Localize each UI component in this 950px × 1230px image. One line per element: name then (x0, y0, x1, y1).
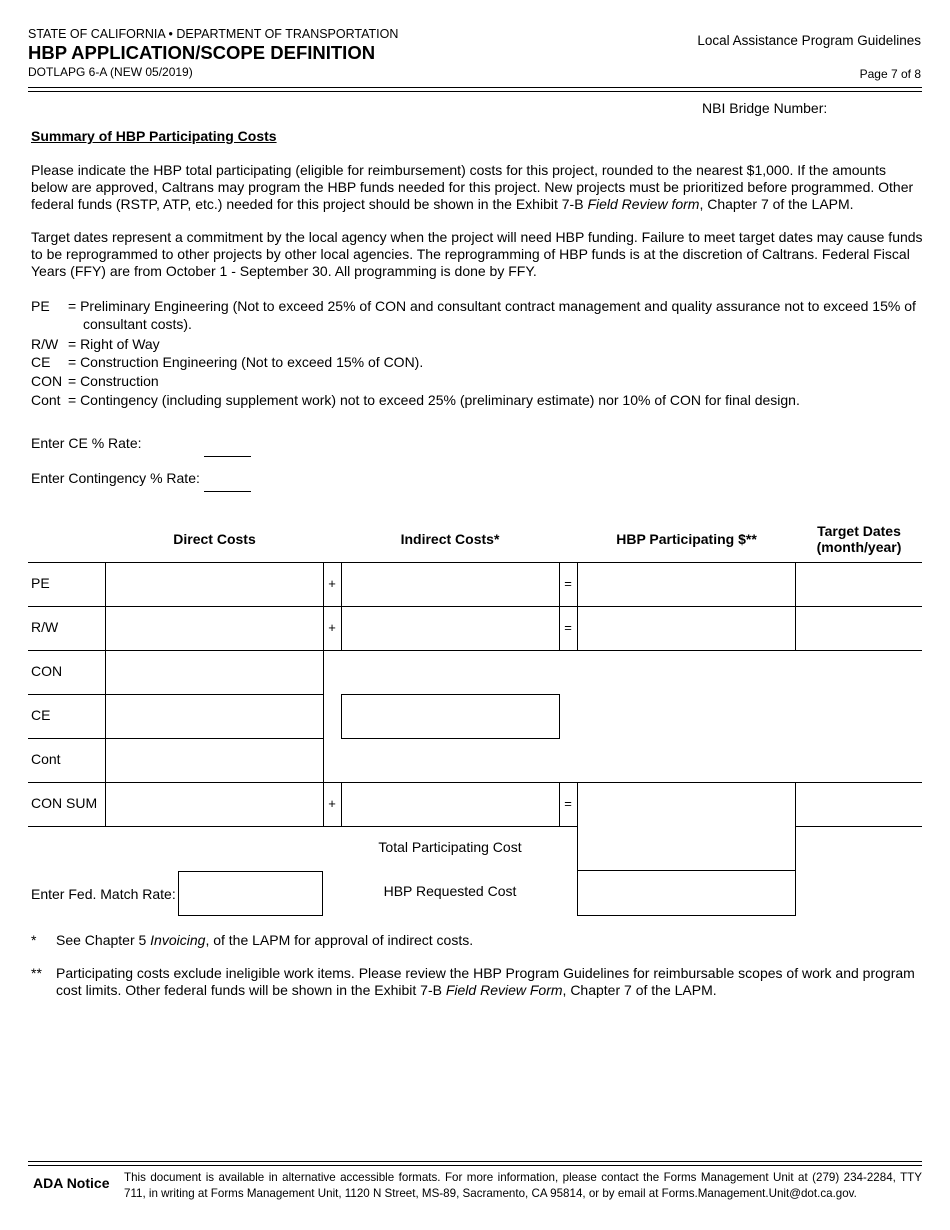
footnote-2: Participating costs exclude ineligible work items. Please review the HBP Program Guidelines for reimbursable scopes of work and program cost limits. Other federal funds will be shown in the Exhibit 7-B Field Review Form, Chapter 7 of the LAPM. (56, 965, 915, 998)
hbp-requested-label: HBP Requested Cost (383, 883, 517, 899)
row-label-pe: PE (31, 575, 50, 591)
ce-rate-underline (204, 456, 251, 457)
ada-notice-title: ADA Notice (33, 1175, 110, 1191)
col-hbp-participating: HBP Participating $** (616, 531, 757, 547)
definition-cont: Cont = Contingency (including supplement work) not to exceed 25% (preliminary estimate) nor 10% of CON for final design. (31, 392, 800, 408)
pe-hbp-input[interactable] (578, 563, 795, 606)
footnote-2-mark: ** (31, 965, 42, 981)
fed-match-rate-label: Enter Fed. Match Rate: (31, 886, 176, 902)
col-direct-costs: Direct Costs (173, 531, 256, 547)
plus-sign: + (328, 576, 336, 591)
header-rule-top (28, 87, 922, 88)
form-title: HBP APPLICATION/SCOPE DEFINITION (28, 42, 376, 63)
con-sum-target-date-input[interactable] (796, 783, 922, 826)
equals-sign: = (564, 576, 572, 591)
total-participating-input[interactable] (577, 826, 796, 871)
page-number: Page 7 of 8 (859, 67, 921, 81)
rw-target-date-input[interactable] (796, 607, 922, 650)
total-participating-label: Total Participating Cost (378, 839, 522, 855)
rw-direct-input[interactable] (106, 607, 323, 650)
rw-indirect-input[interactable] (342, 607, 559, 650)
plus-sign: + (328, 796, 336, 811)
equals-sign: = (564, 796, 572, 811)
row-label-ce: CE (31, 707, 51, 723)
ce-rate-label: Enter CE % Rate: (31, 435, 142, 451)
pe-direct-input[interactable] (106, 563, 323, 606)
footnote-1-mark: * (31, 932, 37, 948)
guidelines-title: Local Assistance Program Guidelines (697, 33, 921, 48)
footer-rule-bottom (28, 1165, 922, 1166)
contingency-rate-underline (204, 491, 251, 492)
form-number: DOTLAPG 6-A (NEW 05/2019) (28, 65, 193, 79)
row-label-con: CON (31, 663, 63, 679)
header-rule-bottom (28, 91, 922, 92)
intro-paragraph-1: Please indicate the HBP total participating (eligible for reimbursement) costs for this project, rounded to the nearest $1,000. If the amounts below are approved, Caltrans may program the HBP funds needed for this project. New projects must be prioritized before programmed. Other federal funds (RSTP, ATP, etc.) needed for this project should be shown in the Exhibit 7-B Field Review form, Chapter 7 of the LAPM. (31, 162, 914, 212)
hbp-requested-input[interactable] (577, 870, 796, 916)
definition-con: CON = Construction (31, 373, 159, 389)
plus-sign: + (328, 620, 336, 635)
agency-line: STATE OF CALIFORNIA • DEPARTMENT OF TRANSPORTATION (28, 27, 399, 41)
col-indirect-costs: Indirect Costs* (400, 531, 500, 547)
row-label-rw: R/W (31, 619, 59, 635)
row-label-cont: Cont (31, 751, 61, 767)
cont-direct-input[interactable] (106, 739, 323, 782)
con-sum-indirect-input[interactable] (342, 783, 559, 826)
pe-indirect-input[interactable] (342, 563, 559, 606)
definition-rw: R/W = Right of Way (31, 336, 160, 352)
con-sum-hbp-input[interactable] (578, 783, 795, 826)
equals-sign: = (564, 620, 572, 635)
section-title: Summary of HBP Participating Costs (31, 128, 277, 144)
definition-ce: CE = Construction Engineering (Not to exceed 15% of CON). (31, 354, 424, 370)
nbi-bridge-label: NBI Bridge Number: (702, 100, 828, 116)
intro-paragraph-2: Target dates represent a commitment by the local agency when the project will need HBP funding. Failure to meet target dates may cause funds to be reprogrammed to other projects by other local agencies. The reprogramming of HBP funds is at the discretion of Caltrans. Federal Fiscal Years (FFY) are from October 1 - September 30. All programming is done by FFY. (31, 229, 923, 279)
con-direct-input[interactable] (106, 651, 323, 694)
definition-pe: PE = Preliminary Engineering (Not to exceed 25% of CON and consultant contract management and quality assurance not to exceed 15% of consultant costs). (31, 298, 916, 332)
footer-rule-top (28, 1161, 922, 1162)
ce-indirect-input[interactable] (341, 694, 560, 739)
fed-match-rate-input[interactable] (178, 871, 323, 916)
rw-hbp-input[interactable] (578, 607, 795, 650)
pe-target-date-input[interactable] (796, 563, 922, 606)
ada-notice-text: This document is available in alternative accessible formats. For more information, please contact the Forms Management Unit at (279) 234-2284, TTY 711, in writing at Forms Management Unit, 1120 N Street, MS-89, Sacramento, CA 95814, or by email at Forms.Management.Unit@dot.ca.gov. (124, 1171, 922, 1200)
col-target-dates: Target Dates (month/year) (816, 523, 902, 555)
ce-direct-input[interactable] (106, 695, 323, 738)
row-label-con-sum: CON SUM (31, 795, 98, 811)
footnote-1: See Chapter 5 Invoicing, of the LAPM for approval of indirect costs. (56, 932, 474, 948)
contingency-rate-label: Enter Contingency % Rate: (31, 470, 200, 486)
direct-column-divider (323, 562, 324, 826)
con-sum-direct-input[interactable] (106, 783, 323, 826)
